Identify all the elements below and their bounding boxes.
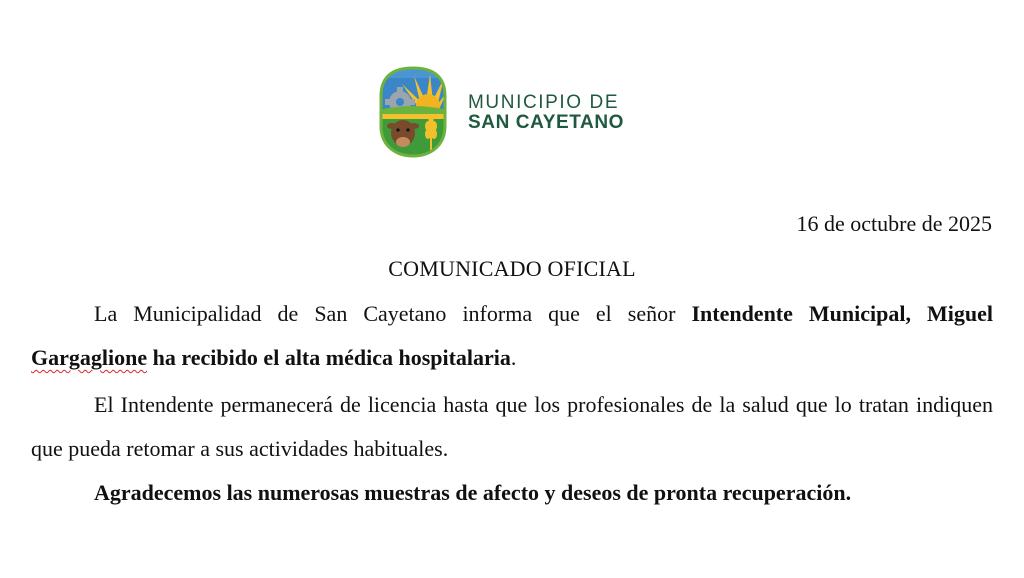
logo-line-san-cayetano: SAN CAYETANO	[468, 112, 625, 133]
logo-wordmark	[468, 93, 624, 133]
paragraph-1-period: .	[510, 345, 517, 370]
paragraph-1-bold-a: Intendente Municipal, Miguel	[691, 301, 993, 326]
paragraph-1-text: La Municipalidad de San Cayetano informa que el señor	[94, 301, 692, 326]
logo-line-municipio: MUNICIPIO DE	[468, 92, 620, 114]
paragraph-1	[31, 292, 993, 380]
paragraph-1-bold-b: ha recibido el alta médica hospitalaria	[147, 345, 511, 370]
municipality-logo	[378, 66, 624, 158]
coat-of-arms-icon	[378, 66, 448, 158]
document-date: 16 de octubre de 2025	[796, 211, 992, 236]
spellcheck-word: Gargaglione	[31, 345, 148, 370]
document-title: COMUNICADO OFICIAL	[388, 256, 636, 281]
paragraph-2: El Intendente permanecerá de licencia hasta que los profesionales de la salud que lo tratan indiquen que pueda retomar a sus actividades habituales.	[31, 392, 993, 461]
paragraph-3: Agradecemos las numerosas muestras de afecto y deseos de pronta recuperación.	[94, 480, 852, 505]
